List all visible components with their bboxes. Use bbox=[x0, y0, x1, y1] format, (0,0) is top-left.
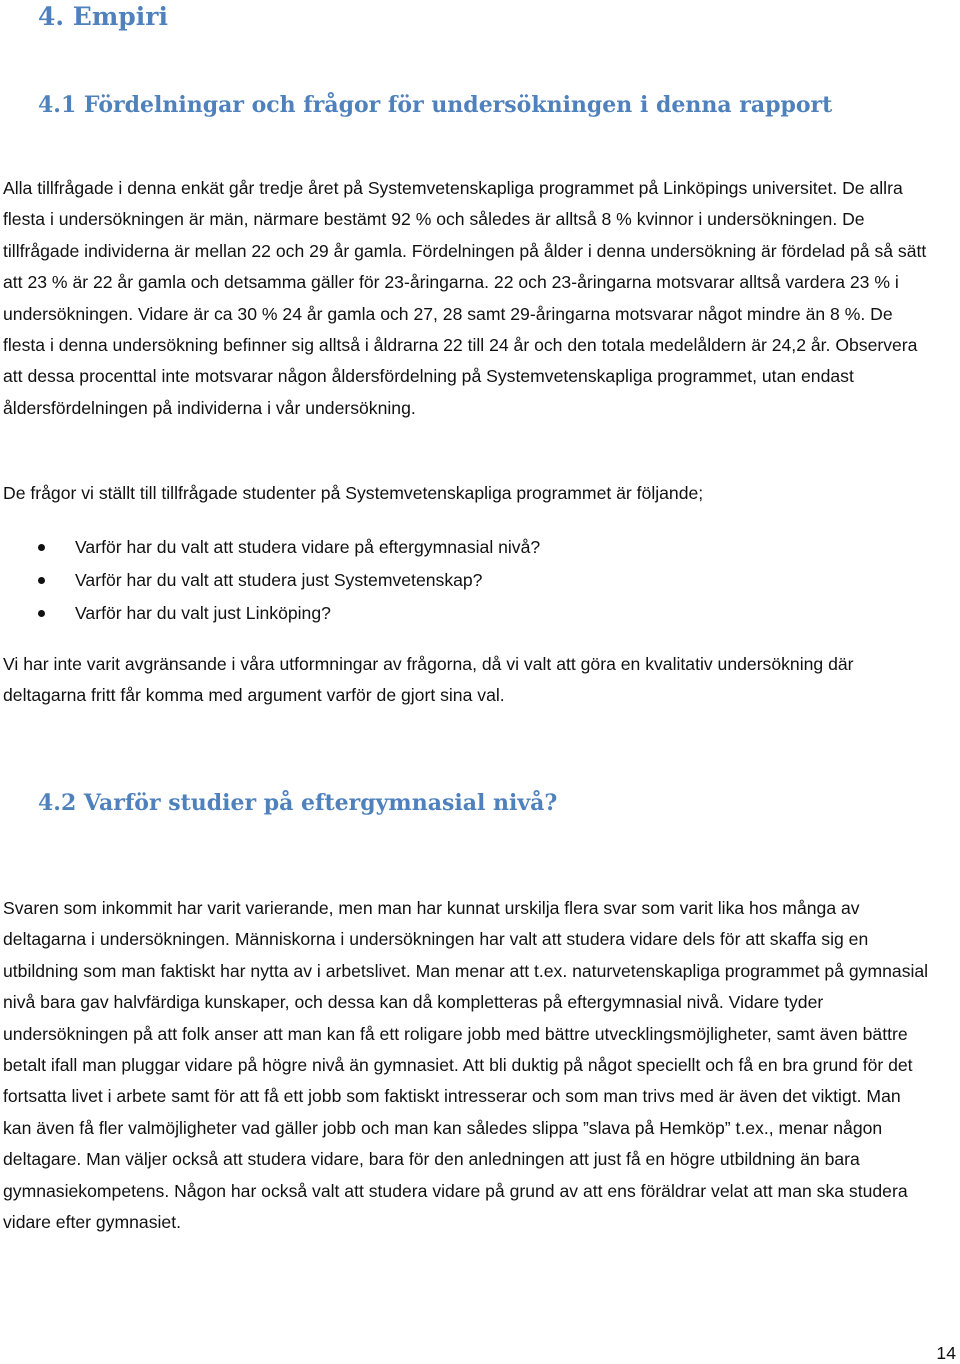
bullet-icon bbox=[38, 610, 45, 617]
page-number: 14 bbox=[936, 1343, 956, 1363]
paragraph-distribution: Alla tillfrågade i denna enkät går tredje året på Systemvetenskapliga programmet på Linköpings universitet. De allra flesta i undersökningen är män, närmare bestämt 92 % och således är alltså 8 % kvinnor i undersökningen. De tillfrågade individerna är mellan 22 och 29 år gamla. Fördelningen på ålder i denna undersökning är fördelad på så sätt att 23 % är 22 år gamla och detsamma gäller för 23-åringarna. 22 och 23-åringarna motsvarar alltså vardera 23 % i undersökningen. Vidare är ca 30 % 24 år gamla och 27, 28 samt 29-åringarna motsvarar något mindre än 8 %. De flesta i denna undersökning befinner sig alltså i åldrarna 22 till 24 år och den totala medelåldern är 24,2 år. Observera att dessa procenttal inte motsvarar någon åldersfördelning på Systemvetenskapliga programmet, utan endast åldersfördelningen på individerna i vår undersökning. bbox=[3, 178, 927, 418]
paragraph-method: Vi har inte varit avgränsande i våra utformningar av frågorna, då vi valt att göra en kvalitativ undersökning där deltagarna fritt får komma med argument varför de gjort sina val. bbox=[3, 654, 854, 706]
question-text: Varför har du valt att studera vidare på eftergymnasial nivå? bbox=[75, 537, 541, 557]
paragraph-questions-intro: De frågor vi ställt till tillfrågade studenter på Systemvetenskapliga programmet är följande; bbox=[3, 483, 704, 503]
section-heading-4-1: 4.1 Fördelningar och frågor för undersökningen i denna rapport bbox=[38, 92, 833, 118]
chapter-heading: 4. Empiri bbox=[38, 2, 168, 31]
bullet-icon bbox=[38, 577, 45, 584]
section-heading-4-2: 4.2 Varför studier på eftergymnasial nivå? bbox=[38, 790, 558, 816]
question-text: Varför har du valt just Linköping? bbox=[75, 603, 331, 623]
question-text: Varför har du valt att studera just Systemvetenskap? bbox=[75, 570, 483, 590]
paragraph-answers: Svaren som inkommit har varit varierande, men man har kunnat urskilja flera svar som varit lika hos många av deltagarna i undersökningen. Människorna i undersökningen har valt att studera vidare dels för att skaffa sig en utbildning som man faktiskt har nytta av i arbetslivet. Man menar att t.ex. naturvetenskapliga programmet på gymnasial nivå bara gav halvfärdiga kunskaper, och dessa kan då kompletteras på eftergymnasial nivå. Vidare tyder undersökningen på att folk anser att man kan få ett roligare jobb med bättre utvecklingsmöjligheter, samt även bättre betalt ifall man pluggar vidare på högre nivå än gymnasiet. Att bli duktig på något speciellt och få en bra grund för det fortsatta livet i arbete samt för att få ett jobb som faktiskt intresserar och som man trivs med är även det viktigt. Man kan även få fler valmöjligheter vad gäller jobb och man kan således slippa ”slava på Hemköp” t.ex., menar någon deltagare. Man väljer också att studera vidare, bara för den anledningen att just få en högre utbildning än bara gymnasiekompetens. Någon har också valt att studera vidare på grund av att ens föräldrar velat att man ska studera vidare efter gymnasiet. bbox=[3, 898, 929, 1233]
bullet-icon bbox=[38, 544, 45, 551]
